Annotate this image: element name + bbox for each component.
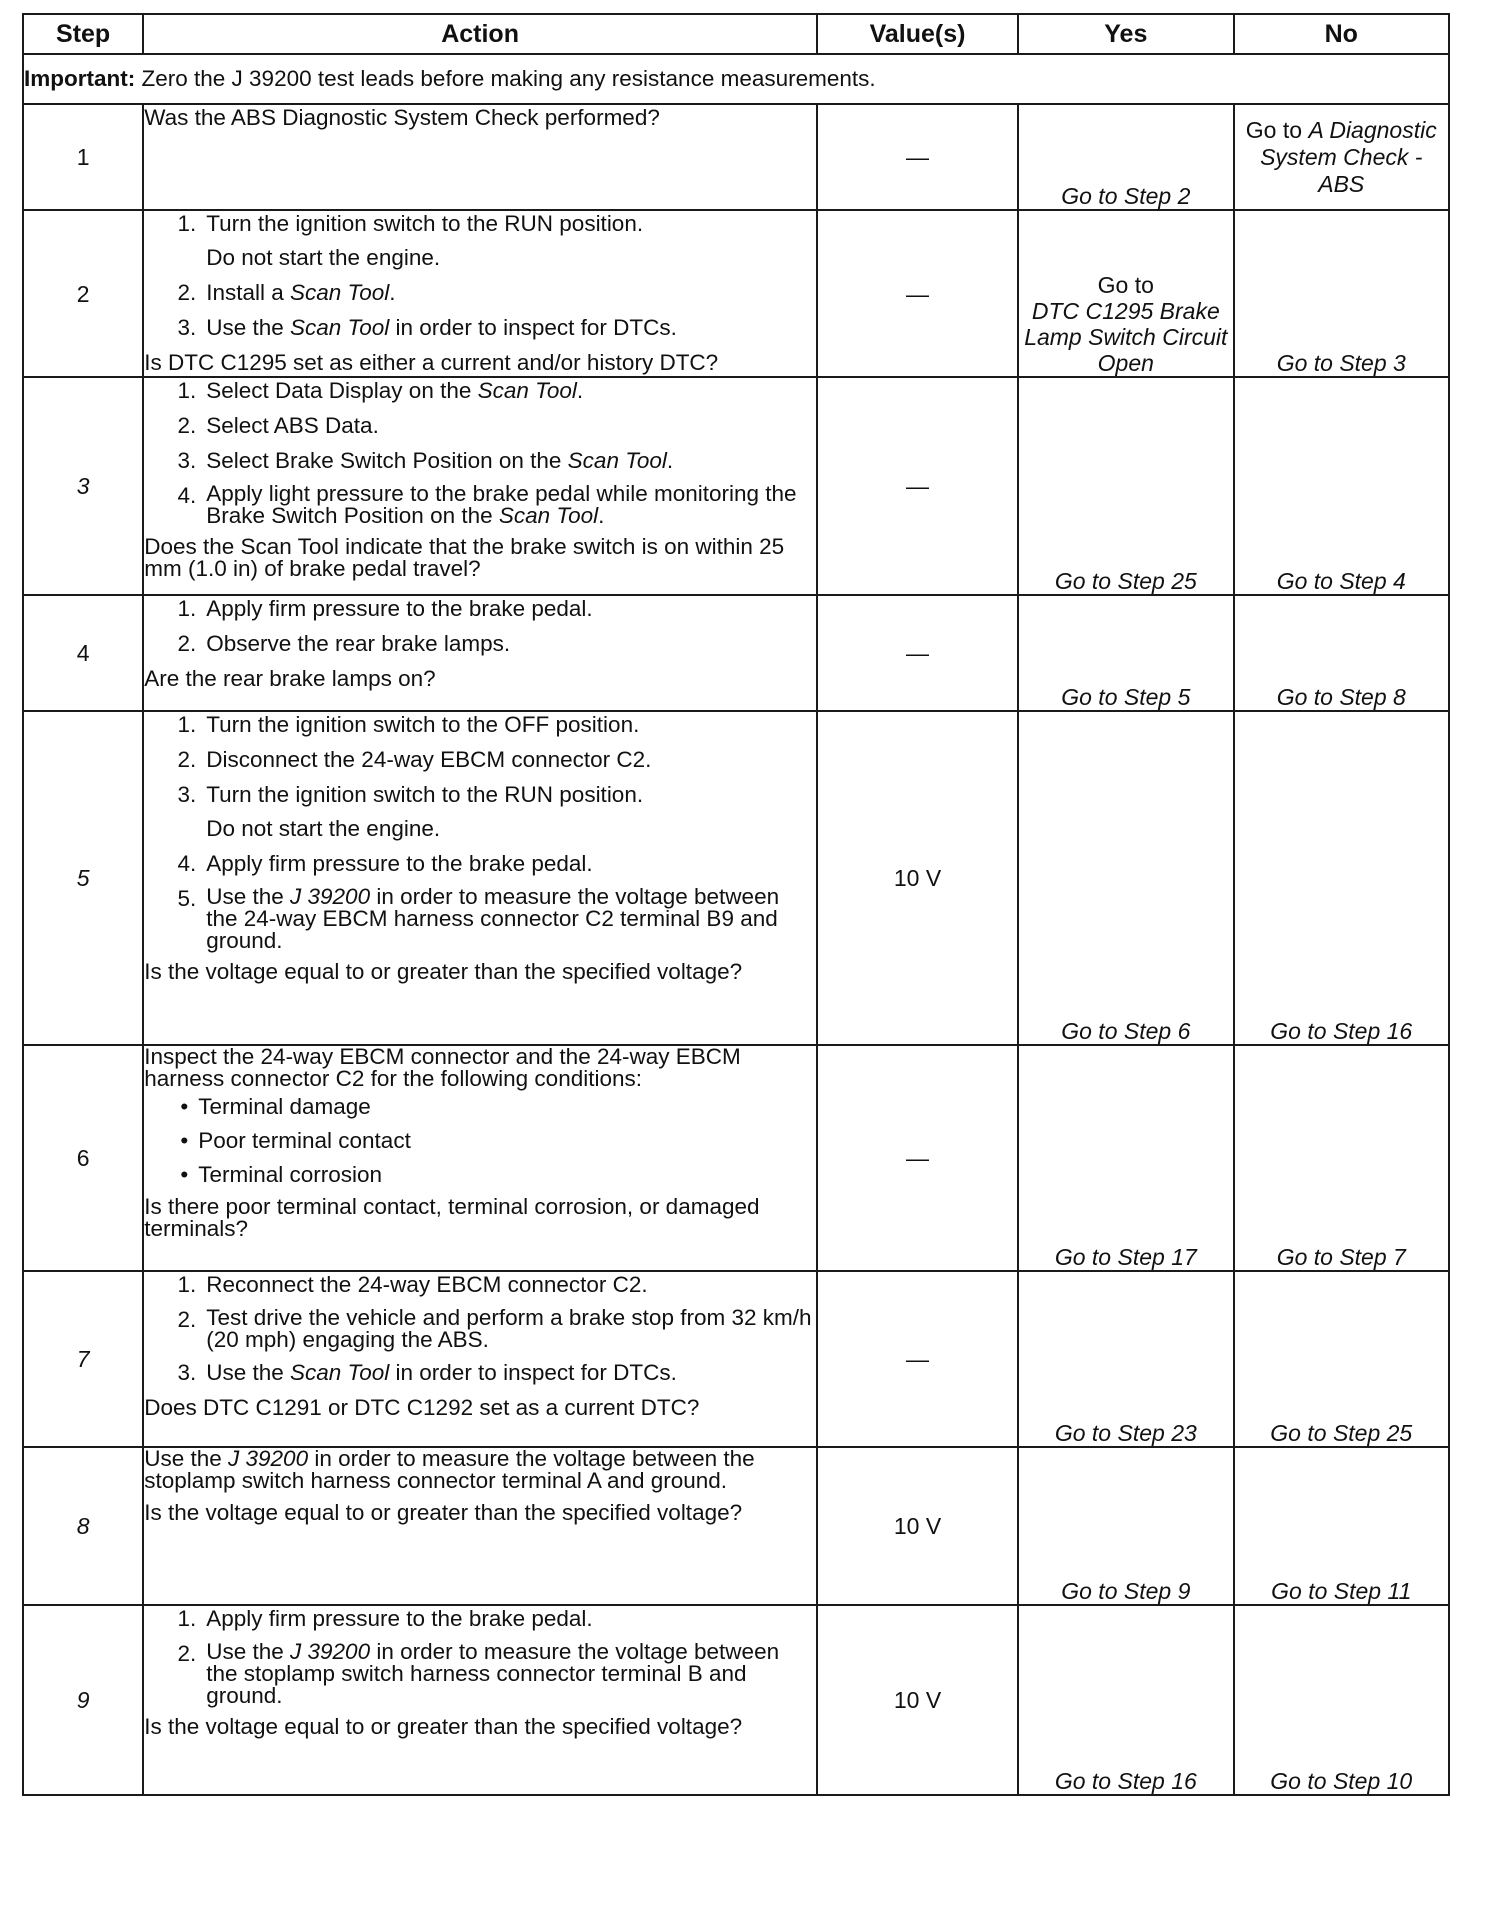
value-cell: — [817, 595, 1018, 711]
question: Is the voltage equal to or greater than the specified voltage? [144, 1714, 743, 1739]
item-number: 1. [177, 712, 197, 737]
item-period: . [389, 280, 396, 305]
table-row [23, 104, 1449, 210]
item-number: 4. [177, 851, 197, 876]
item-subtext: Do not start the engine. [206, 816, 441, 841]
value-cell: 10 V [817, 711, 1018, 1045]
question: Does the Scan Tool indicate that the brake switch is on within 25 mm (1.0 in) of brake pedal travel? [144, 534, 785, 581]
item-text: Turn the ignition switch to the RUN position. [206, 782, 644, 807]
item-number: 3. [177, 1360, 197, 1385]
diagnostic-table [22, 13, 1450, 1796]
value-cell: — [817, 1271, 1018, 1447]
step-number: 4 [23, 595, 143, 711]
item-period: . [598, 503, 605, 528]
item-emph: Scan Tool [290, 315, 390, 340]
item-text: Apply firm pressure to the brake pedal. [206, 1606, 593, 1631]
action-cell [143, 210, 817, 377]
question: Is the voltage equal to or greater than the specified voltage? [144, 959, 743, 984]
item-number: 3. [177, 315, 197, 340]
item-period: . [576, 378, 584, 403]
item-number: 5. [177, 886, 197, 911]
table-row [23, 711, 1449, 1045]
action-cell [143, 595, 817, 711]
item-emph: Scan Tool [290, 1360, 390, 1385]
no-prefix: Go to [1245, 116, 1309, 143]
item-emph: Scan Tool [567, 448, 667, 473]
no-link: A Diagnostic System Check - ABS [1260, 116, 1437, 197]
lead-emph: J 39200 [228, 1446, 309, 1471]
lead-text [144, 1448, 816, 1492]
yes-cell: Go to Step 5 [1018, 595, 1233, 711]
no-cell: Go to Step 10 [1234, 1605, 1449, 1795]
item-text: Select Data Display on the [206, 378, 478, 403]
question: Does DTC C1291 or DTC C1292 set as a current DTC? [144, 1395, 700, 1420]
item-emph: Scan Tool [290, 280, 390, 305]
question: Was the ABS Diagnostic System Check performed? [144, 105, 660, 130]
no-cell: Go to Step 3 [1234, 210, 1449, 377]
important-note [23, 54, 1449, 104]
action-cell [143, 1447, 817, 1605]
header-action: Action [143, 14, 817, 54]
item-text: in order to inspect for DTCs. [389, 315, 677, 340]
item-text: in order to inspect for DTCs. [389, 1360, 677, 1385]
question: Is DTC C1295 set as either a current and/or history DTC? [144, 350, 719, 375]
important-label: Important: [24, 66, 136, 91]
step-number: 9 [23, 1605, 143, 1795]
important-text: Zero the J 39200 test leads before making any resistance measurements. [135, 66, 876, 91]
item-text: Apply light pressure to the brake pedal while monitoring the Brake Switch Position on the [206, 481, 797, 528]
item-emph: J 39200 [290, 884, 371, 909]
no-cell: Go to Step 4 [1234, 377, 1449, 595]
bullet: • [180, 1128, 189, 1153]
header-step: Step [23, 14, 143, 54]
item-period: . [666, 448, 674, 473]
item-number: 2. [177, 1641, 197, 1666]
bullet: • [180, 1162, 189, 1187]
item-number: 1. [177, 596, 197, 621]
item-number: 2. [177, 413, 197, 438]
no-cell: Go to Step 16 [1234, 711, 1449, 1045]
lead-text-a: Use the [144, 1446, 229, 1471]
yes-cell: Go to Step 23 [1018, 1271, 1233, 1447]
item-text: Disconnect the 24-way EBCM connector C2. [206, 747, 652, 772]
item-text: Use the [206, 1360, 291, 1385]
item-text: Use the [206, 1639, 291, 1664]
item-text: Select ABS Data. [206, 413, 379, 438]
table-row [23, 1447, 1449, 1605]
step-number: 3 [23, 377, 143, 595]
item-number: 1. [177, 1606, 197, 1631]
item-text: Test drive the vehicle and perform a brake stop from 32 km/h (20 mph) engaging the ABS. [206, 1305, 812, 1352]
item-text: Observe the rear brake lamps. [206, 631, 511, 656]
yes-cell: Go to Step 25 [1018, 377, 1233, 595]
table-row [23, 210, 1449, 377]
action-cell [143, 711, 817, 1045]
value-cell: 10 V [817, 1447, 1018, 1605]
header-yes: Yes [1018, 14, 1233, 54]
table-row [23, 595, 1449, 711]
bullet: • [180, 1094, 189, 1119]
value-cell: — [817, 210, 1018, 377]
value-cell: — [817, 1045, 1018, 1271]
no-cell: Go to Step 25 [1234, 1271, 1449, 1447]
lead-text-b: in order to measure the voltage between the stoplamp switch harness connector terminal A and ground. [144, 1446, 755, 1493]
yes-cell: Go to Step 9 [1018, 1447, 1233, 1605]
yes-cell: Go to Step 2 [1018, 104, 1233, 210]
item-text: Use the [206, 884, 291, 909]
bullet-text: Terminal damage [198, 1094, 371, 1119]
item-number: 1. [177, 211, 197, 236]
step-number: 1 [23, 104, 143, 210]
item-emph: J 39200 [290, 1639, 371, 1664]
item-number: 2. [177, 631, 197, 656]
item-text: in order to measure the voltage between the 24-way EBCM harness connector C2 terminal B9 and ground. [206, 884, 780, 953]
action-cell [143, 1045, 817, 1271]
step-number: 8 [23, 1447, 143, 1605]
item-number: 3. [177, 782, 197, 807]
question: Is there poor terminal contact, terminal corrosion, or damaged terminals? [144, 1194, 760, 1241]
step-number: 7 [23, 1271, 143, 1447]
item-number: 1. [177, 378, 197, 403]
table-row [23, 1271, 1449, 1447]
value-cell: — [817, 104, 1018, 210]
step-number: 5 [23, 711, 143, 1045]
item-text: Turn the ignition switch to the RUN position. [206, 211, 644, 236]
item-number: 3. [177, 448, 197, 473]
value-cell: 10 V [817, 1605, 1018, 1795]
no-cell [1234, 104, 1449, 210]
header-no: No [1234, 14, 1449, 54]
important-row [23, 54, 1449, 104]
no-cell: Go to Step 11 [1234, 1447, 1449, 1605]
item-text: Reconnect the 24-way EBCM connector C2. [206, 1272, 648, 1297]
item-text: Select Brake Switch Position on the [206, 448, 568, 473]
item-emph: Scan Tool [477, 378, 577, 403]
yes-link: DTC C1295 Brake Lamp Switch Circuit Open [1024, 298, 1228, 376]
yes-cell: Go to Step 6 [1018, 711, 1233, 1045]
item-text: Apply firm pressure to the brake pedal. [206, 851, 593, 876]
yes-cell [1018, 210, 1233, 377]
item-text: Use the [206, 315, 291, 340]
item-text: Install a [206, 280, 291, 305]
item-text: Apply firm pressure to the brake pedal. [206, 596, 593, 621]
yes-cell: Go to Step 17 [1018, 1045, 1233, 1271]
no-cell: Go to Step 7 [1234, 1045, 1449, 1271]
item-number: 2. [177, 280, 197, 305]
header-values: Value(s) [817, 14, 1018, 54]
yes-prefix: Go to [1097, 272, 1154, 298]
table-row [23, 1605, 1449, 1795]
no-cell: Go to Step 8 [1234, 595, 1449, 711]
bullet-text: Poor terminal contact [198, 1128, 411, 1153]
item-emph: Scan Tool [498, 503, 599, 528]
step-number: 6 [23, 1045, 143, 1271]
step-number: 2 [23, 210, 143, 377]
action-cell [143, 377, 817, 595]
action-cell [143, 104, 817, 210]
lead-text: Inspect the 24-way EBCM connector and the 24-way EBCM harness connector C2 for the following conditions: [144, 1044, 741, 1091]
question: Are the rear brake lamps on? [144, 666, 436, 691]
value-cell: — [817, 377, 1018, 595]
item-text: Turn the ignition switch to the OFF position. [206, 712, 640, 737]
yes-cell: Go to Step 16 [1018, 1605, 1233, 1795]
item-number: 2. [177, 1307, 197, 1332]
item-number: 1. [177, 1272, 197, 1297]
item-subtext: Do not start the engine. [206, 245, 441, 270]
question: Is the voltage equal to or greater than the specified voltage? [144, 1500, 743, 1525]
header-row [23, 14, 1449, 54]
item-number: 4. [177, 483, 197, 508]
action-cell [143, 1605, 817, 1795]
table-row [23, 1045, 1449, 1271]
bullet-text: Terminal corrosion [198, 1162, 383, 1187]
item-number: 2. [177, 747, 197, 772]
table-row [23, 377, 1449, 595]
item-text: in order to measure the voltage between the stoplamp switch harness connector terminal B and ground. [206, 1639, 780, 1708]
action-cell [143, 1271, 817, 1447]
